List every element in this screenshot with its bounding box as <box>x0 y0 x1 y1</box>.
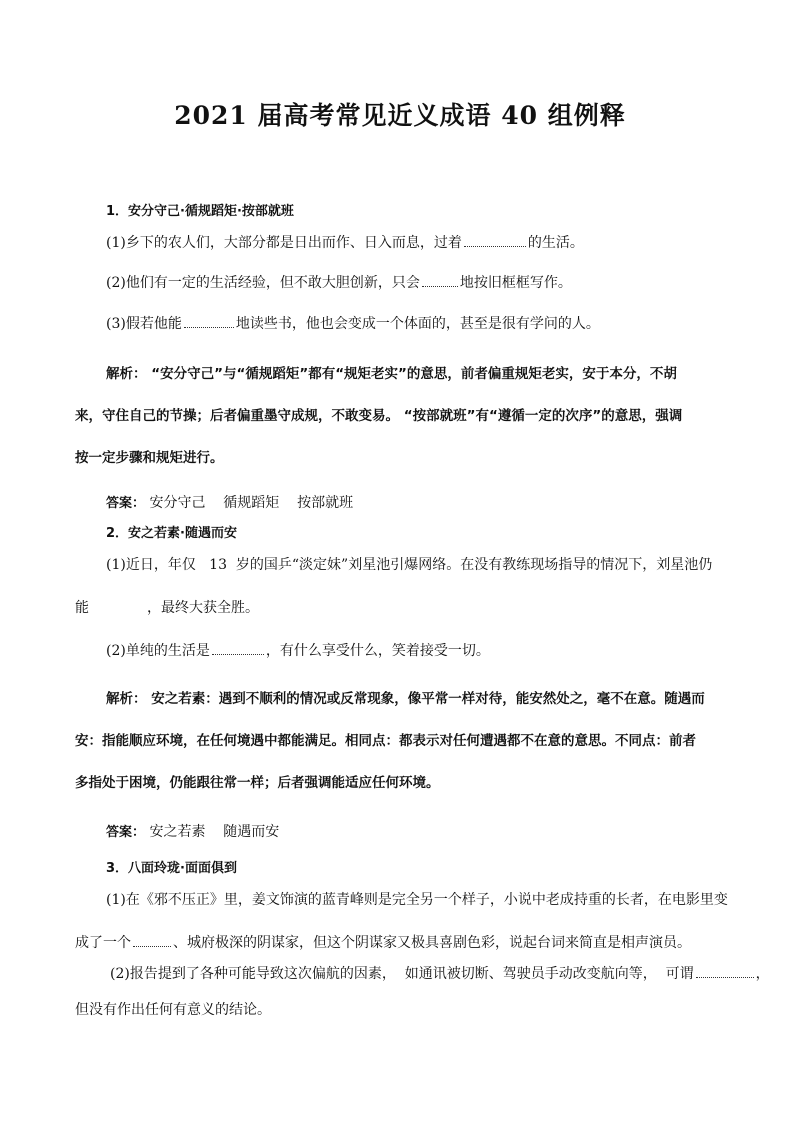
question-text: 能 <box>75 600 89 616</box>
section-2-question-2 <box>106 640 490 661</box>
section-3-question-2-line-2: 但没有作出任何有意义的结论。 <box>75 1002 271 1018</box>
question-text: (2)报告提到了各种可能导致这次偏航的因素， 如通讯被切断、驾驶员手动改变航向等， 可谓 <box>110 966 694 982</box>
section-1-analysis-line-3: 按一定步骤和规矩进行。 <box>75 450 224 466</box>
section-1-question-3 <box>106 313 600 334</box>
answer-label: 答案： <box>106 825 146 840</box>
section-1-analysis-line-1: 解析： “安分守己”与“循规蹈矩”都有“规矩老实”的意思，前者偏重规矩老实，安于本分，不胡 <box>106 366 677 382</box>
fill-blank <box>133 932 171 947</box>
section-2-analysis-line-2: 安：指能顺应环境，在任何境遇中都能满足。相同点：都表示对任何遭遇都不在意的意思。不同点：前者 <box>75 733 696 749</box>
fill-blank <box>212 640 264 655</box>
document-title: 2021 届高考常见近义成语 40 组例释 <box>174 101 626 130</box>
fill-blank <box>696 963 754 978</box>
fill-blank <box>184 313 234 328</box>
answer-label: 答案： <box>106 496 146 511</box>
section-3-heading: 3．八面玲珑·面面俱到 <box>106 861 237 876</box>
section-1-analysis-line-2: 来，守住自己的节操；后者偏重墨守成规，不敢变易。 “按部就班”有“遵循一定的次序”的意思，强调 <box>75 408 683 424</box>
section-3-question-2-line-1 <box>110 963 770 984</box>
section-2-analysis-line-3: 多指处于困境，仍能跟往常一样；后者强调能适应任何环境。 <box>75 775 440 791</box>
question-text: 地读些书，他也会变成一个体面的，甚至是很有学问的人。 <box>235 316 600 332</box>
question-text: ，最终大获全胜。 <box>147 600 259 616</box>
section-2-answer <box>106 822 279 843</box>
question-text: (1)乡下的农人们，大部分都是日出而作、日入而息，过着 <box>106 235 462 251</box>
question-text: (2)他们有一定的生活经验，但不敢大胆创新，只会 <box>106 275 420 291</box>
fill-blank <box>422 272 458 287</box>
section-1-answer <box>106 493 353 514</box>
section-2-question-1-line-1: (1)近日，年仅 13 岁的国乒“淡定妹”刘星池引爆网络。在没有教练现场指导的情况下，刘星池仍 <box>106 557 713 573</box>
section-2-analysis-line-1: 解析： 安之若素：遇到不顺利的情况或反常现象，像平常一样对待，能安然处之，毫不在意。随遇而 <box>106 691 705 707</box>
section-3-question-1-line-2 <box>75 932 691 953</box>
answer-text: 安之若素 随遇而安 <box>149 824 280 840</box>
section-2-heading: 2．安之若素·随遇而安 <box>106 526 237 541</box>
section-3-question-1-line-1: (1)在《邪不压正》里，姜文饰演的蓝青峰则是完全另一个样子，小说中老成持重的长者，在电影里变 <box>106 892 728 908</box>
question-text: 地按旧框框写作。 <box>459 275 572 291</box>
question-text: 、城府极深的阴谋家，但这个阴谋家又极具喜剧色彩，说起台词来简直是相声演员。 <box>173 935 691 951</box>
question-text: (3)假若他能 <box>106 316 182 332</box>
question-text: ，有什么享受什么，笑着接受一切。 <box>265 643 490 659</box>
question-text: 成了一个 <box>75 935 131 951</box>
question-text: 的生活。 <box>527 235 584 251</box>
answer-text: 安分守己 循规蹈矩 按部就班 <box>149 495 354 511</box>
question-text: ， <box>755 966 770 982</box>
section-1-heading: 1．安分守己·循规蹈矩·按部就班 <box>106 204 294 219</box>
fill-blank <box>464 232 526 247</box>
section-2-question-1-line-2 <box>75 598 259 618</box>
question-text: (2)单纯的生活是 <box>106 643 210 659</box>
section-1-question-2 <box>106 272 572 293</box>
section-1-question-1 <box>106 232 584 253</box>
